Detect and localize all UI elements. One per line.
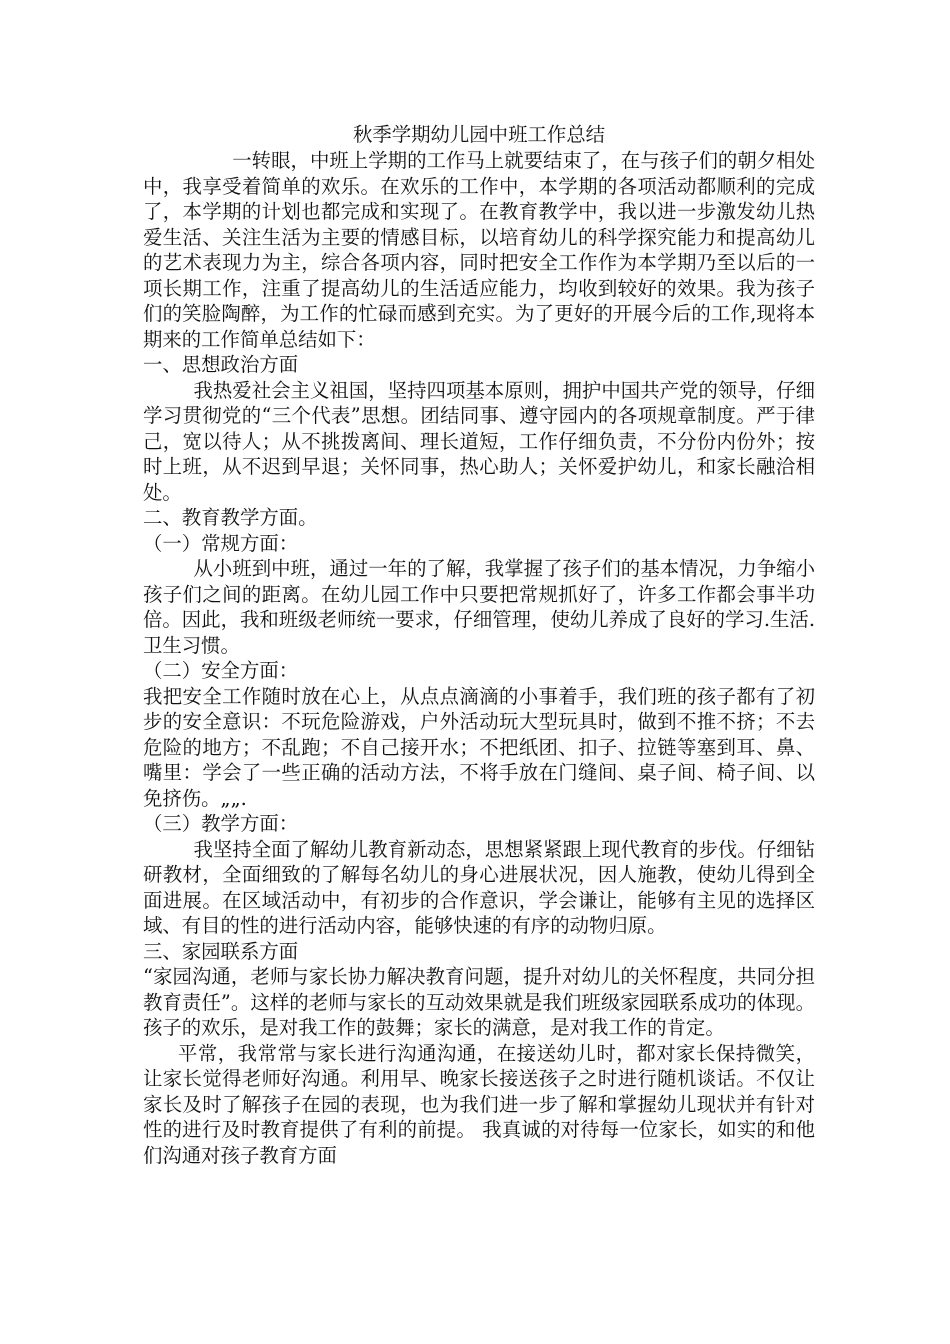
section2-sub2-body: 我把安全工作随时放在心上，从点点滴滴的小事着手，我们班的孩子都有了初步的安全意识：不玩危险游戏，户外活动玩大型玩具时，做到不推不挤；不去危险的地方；不乱跑；不自己接开水；不把纸团、扣子、拉链等塞到耳、鼻、嘴里：学会了一些正确的活动方法，不将手放在门缝间、桌子间、椅子间、以免挤伤。„„. [143,684,815,810]
section3-body2: 平常，我常常与家长进行沟通沟通，在接送幼儿时，都对家长保持微笑，让家长觉得老师好沟通。利用早、晚家长接送孩子之时进行随机谈话。不仅让家长及时了解孩子在园的表现，也为我们进一步了解和掌握幼儿现状并有针对性的进行及时教育提供了有利的前提。 我真诚的对待每一位家长，如实的和他们沟通对孩子教育方面 [143,1041,815,1167]
document-page [143,122,815,1168]
section2-sub1-body: 从小班到中班，通过一年的了解，我掌握了孩子们的基本情况，力争缩小孩子们之间的距离。在幼儿园工作中只要把常规抓好了，许多工作都会事半功倍。因此，我和班级老师统一要求，仔细管理，使幼儿养成了良好的学习.生活.卫生习惯。 [143,557,815,657]
section1-heading: 一、思想政治方面 [143,353,299,376]
section2-sub3-heading: （三）教学方面： [143,812,299,835]
section2-sub3-body: 我坚持全面了解幼儿教育新动态，思想紧紧跟上现代教育的步伐。仔细钻研教材，全面细致的了解每名幼儿的身心进展状况，因人施教，使幼儿得到全面进展。在区域活动中，有初步的合作意识，学会谦让，能够有主见的选择区域、有目的性的进行活动内容，能够快速的有序的动物归原。 [143,837,815,937]
section1-body: 我热爱社会主义祖国，坚持四项基本原则，拥护中国共产党的领导，仔细学习贯彻党的“三个代表”思想。团结同事、遵守园内的各项规章制度。严于律己，宽以待人；从不挑拨离间、理长道短，工作仔细负责，不分份内份外；按时上班，从不迟到早退；关怀同事，热心助人；关怀爱护幼儿，和家长融洽相处。 [143,378,815,504]
section2-sub2-heading: （二）安全方面： [143,659,299,682]
intro-paragraph: 一转眼，中班上学期的工作马上就要结束了，在与孩子们的朝夕相处中，我享受着简单的欢乐。在欢乐的工作中，本学期的各项活动都顺利的完成了，本学期的计划也都完成和实现了。在教育教学中，我以进一步激发幼儿热爱生活、关注生活为主要的情感目标，以培育幼儿的科学探究能力和提高幼儿的艺术表现力为主，综合各项内容，同时把安全工作作为本学期乃至以后的一项长期工作，注重了提高幼儿的生活适应能力，均收到较好的效果。我为孩子们的笑脸陶醉，为工作的忙碌而感到充实。为了更好的开展今后的工作,现将本期来的工作简单总结如下： [143,149,815,351]
document-title: 秋季学期幼儿园中班工作总结 [352,123,606,146]
section3-body1: “家园沟通，老师与家长协力解决教育问题，提升对幼儿的关怀程度，共同分担教育责任”。这样的老师与家长的互动效果就是我们班级家园联系成功的体现。孩子的欢乐，是对我工作的鼓舞；家长的满意，是对我工作的肯定。 [143,965,815,1039]
section2-sub1-heading: （一）常规方面： [143,531,299,555]
section2-heading: 二、教育教学方面。 [143,506,318,529]
section3-heading: 三、家园联系方面 [143,939,299,963]
